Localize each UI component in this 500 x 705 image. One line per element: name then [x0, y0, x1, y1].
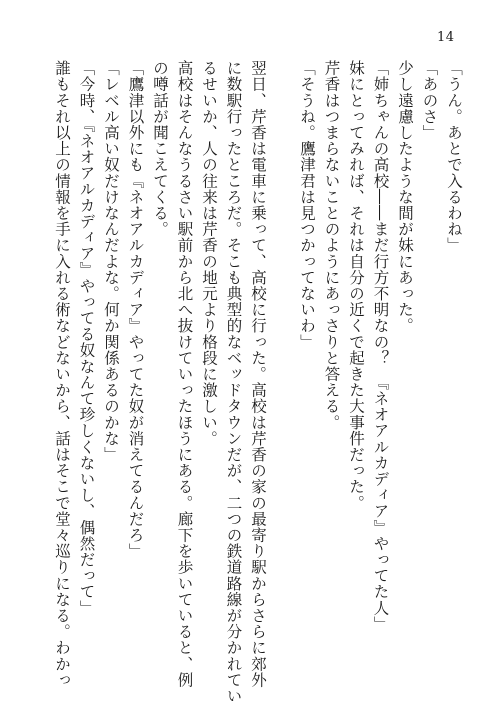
text-line: 誰もそれ以上の情報を手に入れる術などないから、話はそこで堂々巡りになる。わかっ	[53, 60, 71, 688]
text-line: 「鷹津以外にも『ネオアルカディア』やってた奴が消えてるんだろ」	[126, 60, 145, 560]
page-number: 14	[437, 30, 455, 45]
text-line: 高校はそんなうるさい駅前から北へ抜けていったほうにある。廊下を歩いていると、例	[175, 60, 194, 688]
text-line: 妹にとってみれば、それは自分の近くで起きた大事件だった。	[347, 60, 365, 511]
text-line: 「姉ちゃんの高校――まだ行方不明なの？ 『ネオアルカディア』やってた人」	[371, 60, 390, 632]
text-line: 少し遠慮したような間が妹にあった。	[396, 60, 414, 334]
text-line: 芹香はつまらないことのようにあっさりと答える。	[322, 60, 341, 431]
body-text	[50, 60, 467, 704]
text-line: 「あのさ」	[420, 60, 439, 141]
text-line: 「レベル高い奴だけなんだよな。何か関係あるのかな」	[102, 60, 120, 463]
text-line: るせいか、人の往来は芹香の地元より格段に激しい。	[200, 60, 218, 447]
text-line: の噂話が聞こえてくる。	[151, 60, 169, 238]
text-line: 「今時、『ネオアルカディア』やってる奴なんて珍しくないし、偶然だって」	[77, 60, 96, 616]
text-line: 「うん。あとで入るわね」	[445, 60, 463, 254]
text-line: 「そうね。鷹津君は見つかってないわ」	[298, 60, 316, 350]
text-line: 翌日、芹香は電車に乗って、高校に行った。高校は芹香の家の最寄り駅からさらに郊外	[249, 60, 267, 688]
text-line: に数駅行ったところだ。そこも典型的なベッドタウンだが、二つの鉄道路線が分かれてい	[224, 60, 243, 704]
blank-line	[270, 60, 295, 680]
